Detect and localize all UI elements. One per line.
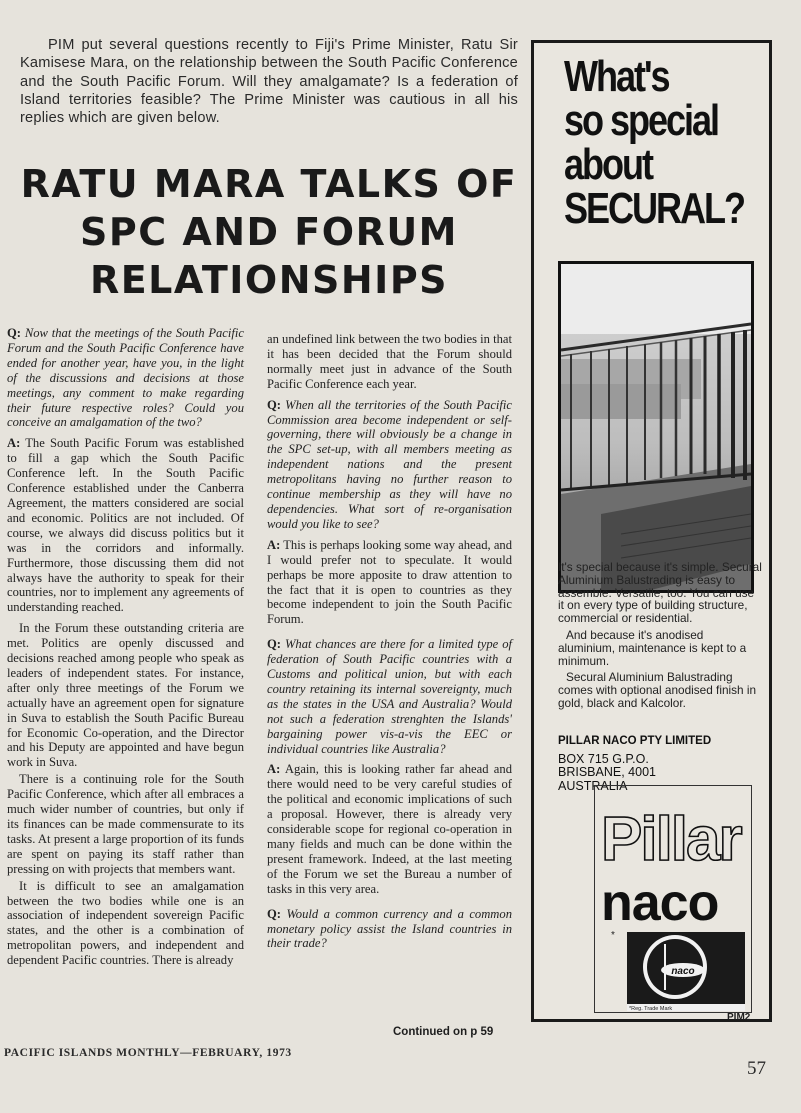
ad-headline-line-1: What's	[564, 52, 669, 101]
a-label: A:	[7, 436, 21, 451]
address-line-2: BRISBANE, 4001	[558, 765, 656, 779]
ad-body-paragraph-1: It's special because it's simple. Secural Aluminium Balustrading is easy to assemble. Versatile, too. You can use it on every type of building structure, commercial or residential.	[558, 560, 762, 626]
answer-3: A: Again, this is looking rather far ahead and there would need to be very careful studies of the political and economic implications of such a proposal. However, there is already very considerable scope for regional co-operation in many fields and much can be done within the present framework. Indeed, at the last meeting of the Forum we set the Bureau a number of tasks in this very area.	[267, 762, 512, 896]
ad-headline-line-2: so special	[564, 96, 718, 145]
ad-headline	[564, 52, 745, 233]
trademark-star: *	[611, 930, 615, 941]
intro-paragraph: PIM put several questions recently to Fiji's Prime Minister, Ratu Sir Kamisese Mara, on the relationship between the South Pacific Conference and the South Pacific Forum. Will they amalgamate? Is a federation of Island territories feasible? The Prime Minister was cautious in all his replies which are given below.	[20, 37, 518, 127]
page-number: 57	[747, 1058, 766, 1079]
registered-trademark-note: *Reg. Trade Mark	[629, 1006, 673, 1012]
answer-1-paragraph-3: There is a continuing role for the South Pacific Conference, which after all embraces a much wider number of countries, but only if its finances can be made commensurate to its tasks. At present a large proportion of its funds are spent on paying its staff rather than pressing on with projects that members want.	[7, 772, 244, 876]
answer-1: A: The South Pacific Forum was established to fill a gap which the South Pacific Conference left. In the South Pacific Conference established under the Canberra Agreement, the matters considered are social and economic. Politics are not included. Of course, we always did discuss politics but it was in the corridors and informally. Furthermore, those discussing them did not always have the authority to speak for their countries, nor to implement any agreements of understanding reached.	[7, 436, 245, 615]
balustrade-image	[561, 264, 751, 590]
answer-1-paragraph-2: In the Forum these outstanding criteria are met. Politics are openly discussed and decisions reached among people who speak as leaders of independent states. For instance, after only three meetings of the Forum we actually have an agreement open for signature in Suva to establish the South Pacific Bureau for Economic Co-operation, and the Director and his Deputy are appointed and have begun work in Suva.	[7, 621, 244, 770]
q-label: Q:	[7, 326, 21, 340]
company-name: PILLAR NACO PTY LIMITED	[558, 735, 712, 747]
article-headline	[14, 160, 524, 304]
q-label: Q:	[267, 397, 281, 412]
q-label: Q:	[267, 637, 281, 652]
article-column-2	[267, 332, 512, 957]
ad-body-paragraph-3: Secural Aluminium Balustrading comes with optional anodised finish in gold, black and Kalcolor.	[558, 670, 757, 710]
answer-1-paragraph-4: It is difficult to see an amalgamation between the two bodies while one is an association of independent sovereign Pacific states, and the other is a combination of metropolitan powers, and independent and dependent Pacific countries. There is already	[7, 878, 244, 968]
question-3: Q: What chances are there for a limited type of federation of South Pacific countries with a Customs and political union, but with each country retaining its internal sovereignty, much as the states in the USA and Australia? Would not such a federation strenghten the Islands' bargaining power vis-a-vis the EEC or individual countries like Australia?	[267, 637, 512, 756]
question-2: Q: When all the territories of the South Pacific Commission area become independent or self-governing, there will obviously be a change in the SPC set-up, with all members meeting as independent nations and the present metropolitans having no further reason to continue membership as they will have no dependencies. What sort of re-organisation would you like to see?	[267, 397, 512, 531]
ad-headline-line-3: about	[564, 140, 652, 189]
headline-line-1: RATU MARA TALKS OF	[20, 162, 518, 206]
pillar-naco-logo-art	[595, 786, 751, 1012]
address-line-3: AUSTRALIA	[558, 778, 628, 793]
question-1: Q: Now that the meetings of the South Pacific Forum and the South Pacific Conference have ended for another year, have you, in the light of the discussions and decisions at those meetings, any comment to make regarding their future respective roles? Could you conceive an amalgamation of the two?	[7, 326, 244, 430]
headline-line-2: SPC AND FORUM	[79, 210, 458, 254]
answer-2: A: This is perhaps looking some way ahead, and I would prefer not to speculate. It would perhaps be more apposite to draw attention to the fact that it is open to countries as they become independent to join the South Pacific Forum.	[267, 537, 512, 627]
address-line-1: BOX 715 G.P.O.	[558, 751, 649, 766]
pim-mark: PIM2	[727, 1012, 751, 1023]
q-label: Q:	[267, 906, 281, 921]
question-4: Q: Would a common currency and a common monetary policy assist the Island countries in their trade?	[267, 906, 512, 951]
continued-note: Continued on p 59	[393, 1026, 494, 1038]
a-label: A:	[267, 537, 281, 552]
naco-emblem-word: naco	[671, 966, 695, 977]
pillar-naco-logo	[594, 785, 752, 1013]
logo-word-pillar: Pillar	[601, 805, 741, 874]
page-footer: PACIFIC ISLANDS MONTHLY—FEBRUARY, 1973	[4, 1047, 292, 1059]
answer-1-continued: an undefined link between the two bodies in that it has been decided that the Forum should normally meet just in advance of the South Pacific Conference each year.	[267, 332, 512, 391]
article-column-1	[7, 326, 244, 970]
ad-body-text	[558, 561, 762, 714]
ad-body-paragraph-2: And because it's anodised aluminium, maintenance is kept to a minimum.	[558, 627, 747, 668]
a-label: A:	[267, 762, 281, 777]
logo-word-naco: naco	[601, 874, 719, 932]
balustrade-photo	[558, 261, 754, 593]
headline-line-3: RELATIONSHIPS	[89, 258, 449, 302]
secural-advertisement	[531, 40, 772, 1022]
ad-headline-line-4: SECURAL?	[564, 184, 745, 233]
